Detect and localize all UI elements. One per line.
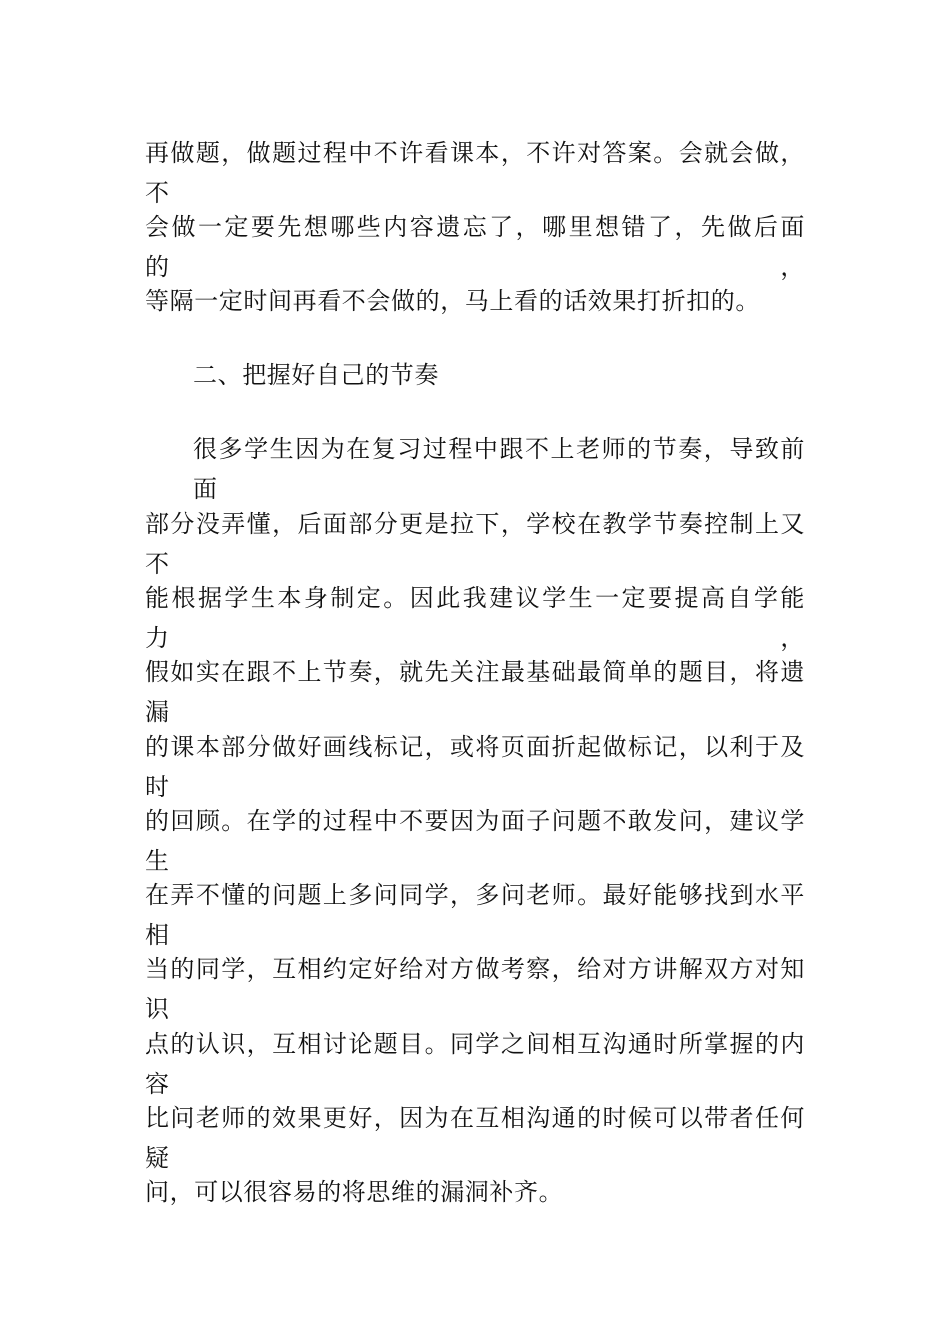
paragraph-2-line-9: 点的认识，互相讨论题目。同学之间相互沟通时所掌握的内容 <box>145 1030 805 1098</box>
section-heading: 二、把握好自己的节奏 <box>193 361 439 389</box>
paragraph-1-line-1: 再做题，做题过程中不许看课本，不许对答案。会就会做，不 <box>145 139 805 207</box>
paragraph-2-line-10: 比问老师的效果更好，因为在互相沟通的时候可以带者任何疑 <box>145 1104 805 1172</box>
paragraph-2-line-5: 的课本部分做好画线标记，或将页面折起做标记，以利于及时 <box>145 733 805 801</box>
paragraph-2-line-3: 能根据学生本身制定。因此我建议学生一定要提高自学能力， <box>145 584 805 652</box>
paragraph-2-line-2: 部分没弄懂，后面部分更是拉下，学校在教学节奏控制上又不 <box>145 510 805 578</box>
paragraph-2-line-4: 假如实在跟不上节奏，就先关注最基础最简单的题目，将遗漏 <box>145 658 805 726</box>
paragraph-2-line-11: 问，可以很容易的将思维的漏洞补齐。 <box>145 1178 564 1206</box>
paragraph-2-line-6: 的回顾。在学的过程中不要因为面子问题不敢发问，建议学生 <box>145 807 805 875</box>
paragraph-2-line-8: 当的同学，互相约定好给对方做考察，给对方讲解双方对知识 <box>145 955 805 1023</box>
paragraph-1-line-2: 会做一定要先想哪些内容遗忘了，哪里想错了，先做后面的， <box>145 213 805 281</box>
paragraph-2-line-7: 在弄不懂的问题上多问同学，多问老师。最好能够找到水平相 <box>145 881 805 949</box>
paragraph-2-line-1: 很多学生因为在复习过程中跟不上老师的节奏，导致前面 <box>193 435 805 503</box>
paragraph-1-line-3: 等隔一定时间再看不会做的，马上看的话效果打折扣的。 <box>145 287 760 315</box>
